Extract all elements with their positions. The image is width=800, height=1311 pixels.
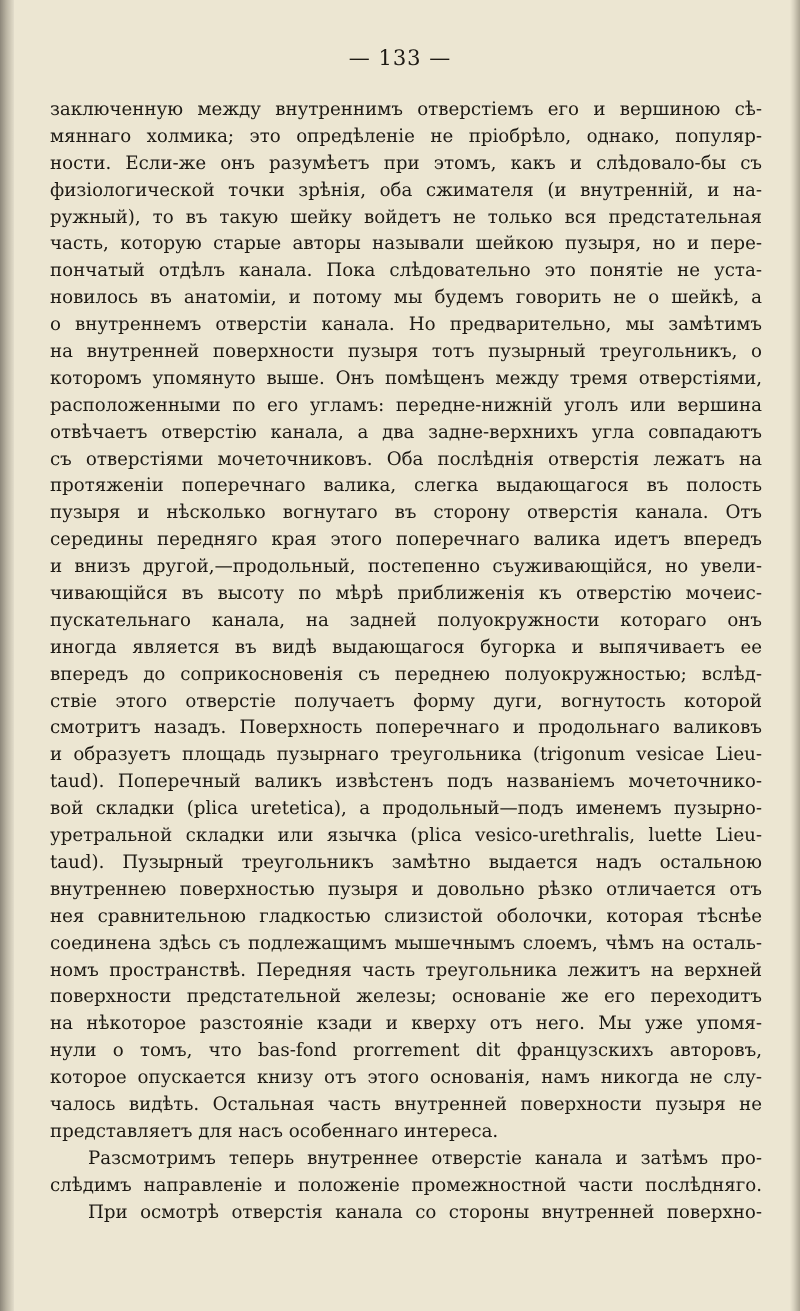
text-line: поверхности предстательной железы; основаніе же его переходитъ (50, 986, 762, 1008)
text-line: о внутреннемъ отверстіи канала. Но предварительно, мы замѣтимъ (50, 314, 762, 336)
text-line: впередъ до соприкосновенія съ переднею полуокружностью; вслѣд- (50, 663, 762, 685)
text-line: мяннаго холмика; это опредѣленіе не пріобрѣло, однако, популяр- (50, 125, 762, 147)
text-line: нея сравнительною гладкостью слизистой оболочки, которая тѣснѣе (50, 905, 762, 927)
text-line: вой складки (plica uretetica), а продольный—подъ именемъ пузырно- (50, 798, 762, 820)
text-line: внутреннею поверхностью пузыря и довольно рѣзко отличается отъ (50, 878, 762, 900)
text-line: пончатый отдѣлъ канала. Пока слѣдовательно это понятіе не уста- (50, 260, 762, 282)
text-line: пускательнаго канала, на задней полуокружности котораго онъ (50, 609, 762, 631)
text-line: и внизъ другой,—продольный, постепенно съуживающійся, но увели- (50, 556, 762, 578)
text-line: нули о томъ, что bas-fond prorrement dit французскихъ авторовъ, (50, 1040, 762, 1062)
body-text (50, 97, 762, 1226)
text-line: слѣдимъ направленіе и положеніе промежностной части послѣдняго. (50, 1174, 762, 1196)
page-edge-shadow-right (790, 0, 800, 1311)
text-line: номъ пространствѣ. Передняя часть треугольника лежитъ на верхней (50, 959, 762, 981)
text-line: заключенную между внутреннимъ отверстіемъ его и вершиною сѣ- (50, 99, 762, 120)
text-line: середины передняго края этого поперечнаго валика идетъ впередъ (50, 529, 762, 551)
text-line: ствіе этого отверстіе получаетъ форму дуги, вогнутость которой (50, 690, 762, 712)
text-line: протяженіи поперечнаго валика, слегка выдающагося въ полость (50, 475, 762, 497)
text-line: на внутренней поверхности пузыря тотъ пузырный треугольникъ, о (50, 341, 762, 363)
text-line: которомъ упомянуто выше. Онъ помѣщенъ между тремя отверстіями, (50, 367, 762, 389)
text-line: смотритъ назадъ. Поверхность поперечнаго и продольнаго валиковъ (50, 717, 762, 739)
text-line: физіологической точки зрѣнія, оба сжимателя (и внутренній, и на- (50, 179, 762, 201)
text-line: ружный), то въ такую шейку войдетъ не только вся предстательная (50, 206, 762, 228)
text-line: иногда является въ видѣ выдающагося бугорка и выпячиваетъ ее (50, 636, 762, 658)
text-line: пузыря и нѣсколько вогнутаго въ сторону отверстія канала. Отъ (50, 502, 762, 524)
text-line: на нѣкоторое разстояніе кзади и кверху отъ него. Мы уже упомя- (50, 1013, 762, 1035)
text-line: которое опускается книзу отъ этого основанія, намъ никогда не слу- (50, 1067, 762, 1089)
text-line: чивающійся въ высоту по мѣрѣ приближенія къ отверстію мочеис- (50, 583, 762, 605)
text-line: taud). Поперечный валикъ извѣстенъ подъ названіемъ мочеточнико- (50, 771, 762, 793)
text-line: новилось въ анатоміи, и потому мы будемъ говорить не о шейкѣ, а (50, 287, 762, 309)
text-line: соединена здѣсь съ подлежащимъ мышечнымъ слоемъ, чѣмъ на осталь- (50, 932, 762, 954)
text-line: съ отверстіями мочеточниковъ. Оба послѣднія отверстія лежатъ на (50, 448, 762, 470)
text-line: и образуетъ площадь пузырнаго треугольника (trigonum vesicae Lieu- (50, 744, 762, 766)
text-line: отвѣчаетъ отверстію канала, а два задне-верхнихъ угла совпадаютъ (50, 421, 762, 443)
text-line: представляетъ для насъ особеннаго интереса. (50, 1120, 499, 1142)
text-line: чалось видѣть. Остальная часть внутренней поверхности пузыря не (50, 1093, 762, 1115)
page-number: — 133 — (348, 46, 452, 70)
text-line: При осмотрѣ отверстія канала со стороны внутренней поверхно- (88, 1201, 762, 1223)
page-edge-shadow-left (0, 0, 14, 1311)
text-line: Разсмотримъ теперь внутреннее отверстіе канала и затѣмъ про- (88, 1147, 762, 1169)
text-line: taud). Пузырный треугольникъ замѣтно выдается надъ остальною (50, 851, 762, 873)
text-line: ности. Если-же онъ разумѣетъ при этомъ, какъ и слѣдовало-бы съ (50, 152, 762, 174)
text-line: уретральной складки или язычка (plica vesico-urethralis, luette Lieu- (50, 825, 762, 847)
text-line: расположенными по его угламъ: передне-нижній уголъ или вершина (50, 394, 762, 416)
text-line: часть, которую старые авторы называли шейкою пузыря, но и пере- (50, 233, 762, 255)
